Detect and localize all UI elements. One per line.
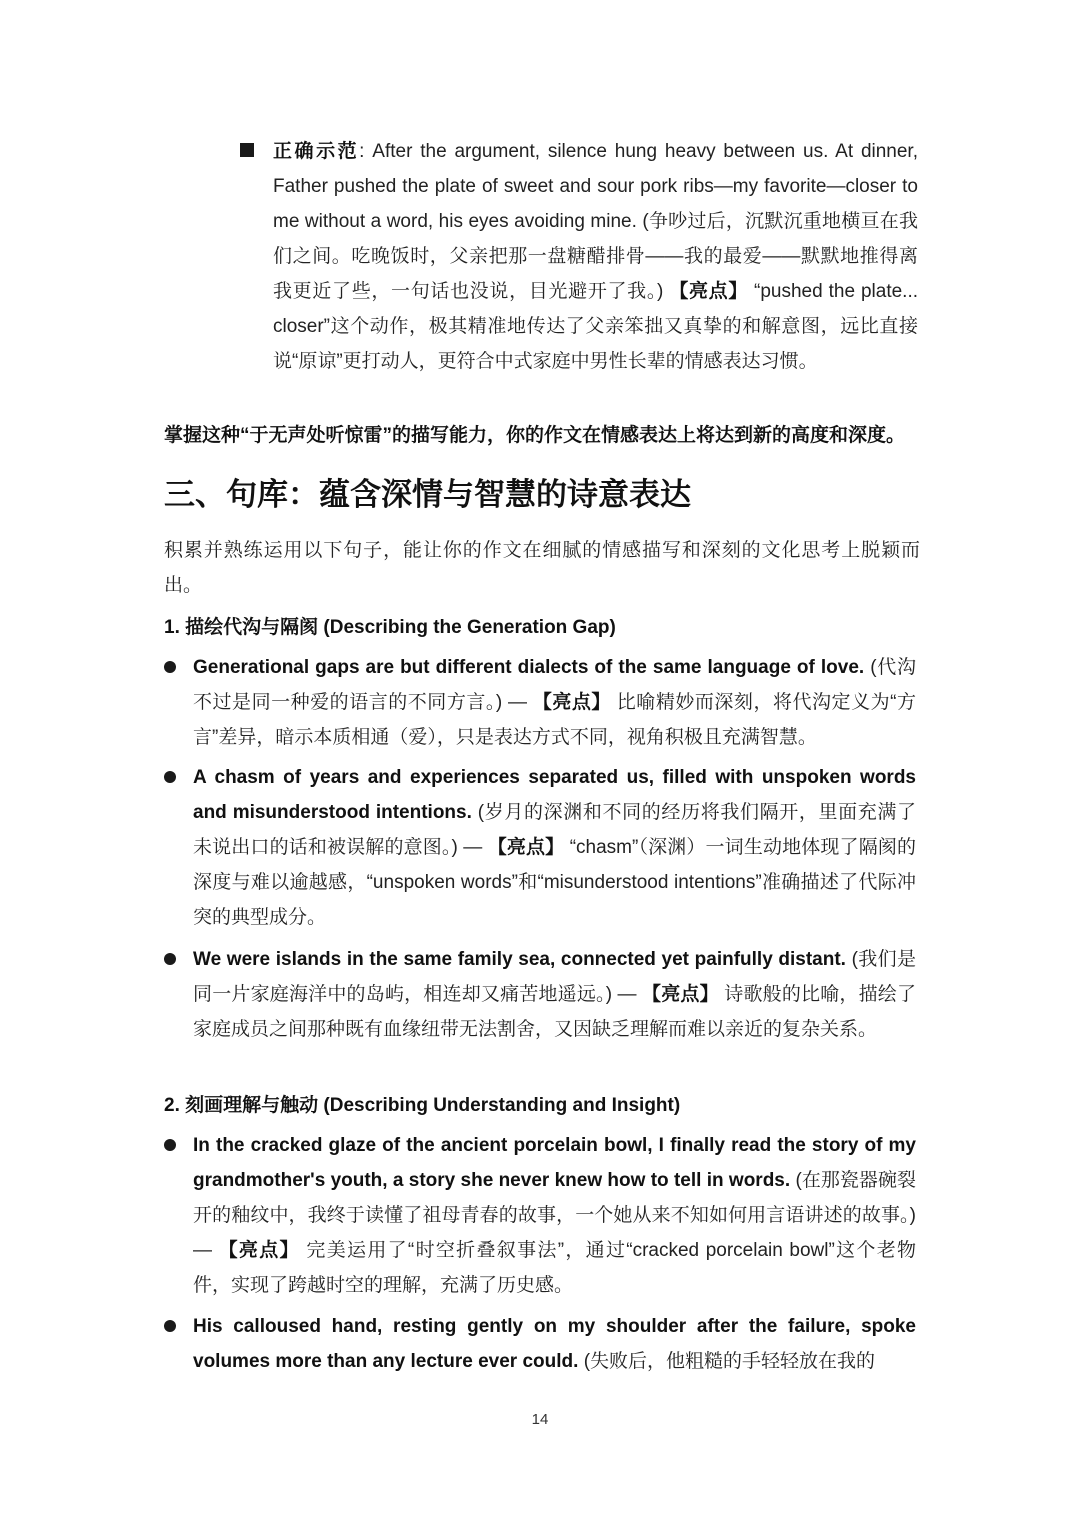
sentence-zh: (岁月的深渊和不同的经历将我们隔开，里面充满了未说出口的话和被误解的意图。) —	[193, 802, 917, 858]
highlight-note: 完美运用了“时空折叠叙事法”，通过“cracked porcelain bowl”这个老物件，实现了跨越时空的理解，充满了历史感。	[193, 1240, 917, 1296]
bullet-dot-icon	[164, 771, 176, 783]
bullet-dot-icon	[164, 953, 176, 965]
correct-example	[240, 134, 920, 379]
sentence-en: We were islands in the same family sea, connected yet painfully distant.	[193, 949, 846, 970]
list-item	[164, 1128, 920, 1303]
list-item	[164, 650, 920, 755]
highlight-label: 【亮点】	[487, 837, 565, 858]
group-heading-understanding: 2. 刻画理解与触动 (Describing Understanding and Insight)	[164, 1095, 681, 1116]
sentence-en: In the cracked glaze of the ancient porcelain bowl, I finally read the story of my grandmother's youth, a story she never knew how to tell in words.	[193, 1135, 916, 1191]
list-item	[164, 942, 920, 1047]
highlight-text: “pushed the plate... closer”这个动作，极其精准地传达了父亲笨拙又真挚的和解意图，远比直接说“原谅”更打动人，更符合中式家庭中男性长辈的情感表达习惯。	[273, 281, 919, 372]
sentence-zh: (代沟不过是同一种爱的语言的不同方言。) —	[193, 657, 916, 713]
highlight-note: 诗歌般的比喻，描绘了家庭成员之间那种既有血缘纽带无法割舍，又因缺乏理解而难以亲近的复杂关系。	[193, 984, 917, 1040]
section-intro: 积累并熟练运用以下句子，能让你的作文在细腻的情感描写和深刻的文化思考上脱颖而出。	[164, 540, 920, 596]
highlight-note: “chasm”（深渊）一词生动地体现了隔阂的深度与难以逾越感，“unspoken words”和“misunderstood intentions”准确描述了代际冲突的典型成分。	[193, 837, 916, 928]
sentence-en: Generational gaps are but different dialects of the same language of love.	[193, 657, 865, 678]
square-bullet-icon	[240, 143, 254, 157]
bullet-dot-icon	[164, 661, 176, 673]
highlight-label: 【亮点】	[218, 1240, 300, 1261]
highlight-label: 【亮点】	[642, 984, 719, 1005]
bullet-dot-icon	[164, 1139, 176, 1151]
sentence-en: His calloused hand, resting gently on my shoulder after the failure, spoke volumes more than any lecture ever could.	[193, 1316, 916, 1372]
sentence-en: A chasm of years and experiences separated us, filled with unspoken words and misunderstood intentions.	[193, 767, 916, 823]
sentence-zh: (在那瓷器碗裂开的釉纹中，我终于读懂了祖母青春的故事，一个她从来不知如何用言语讲述的故事。) —	[193, 1170, 916, 1261]
highlight-label: 【亮点】	[669, 281, 749, 302]
bullet-dot-icon	[164, 1320, 176, 1332]
summary-sentence: 掌握这种“于无声处听惊雷”的描写能力，你的作文在情感表达上将达到新的高度和深度。	[164, 425, 906, 446]
page-number: 14	[531, 1411, 549, 1428]
list-item	[164, 760, 920, 935]
correct-example-text: 正确示范: After the argument, silence hung heavy between us. At dinner, Father pushed the plate of sweet and sour pork ribs—my favorite—closer to me without a word, his eyes avoiding mine. (争吵过后，沉默沉重地横亘在我们之间。吃晚饭时，父亲把那一盘糖醋排骨——我的最爱——默默地推得离我更近了些，一句话也没说，目光避开了我。) 【亮点】 “pushed the plate... closer”这个动作，极其精准地传达了父亲笨拙又真挚的和解意图，远比直接说“原谅”更打动人，更符合中式家庭中男性长辈的情感表达习惯。	[273, 141, 919, 372]
correct-example-body: After the argument, silence hung heavy between us. At dinner, Father pushed the plate of sweet and sour pork ribs—my favorite—closer to me without a word, his eyes avoiding mine. (争吵过后，沉默沉重地横亘在我们之间。吃晚饭时，父亲把那一盘糖醋排骨——我的最爱——默默地推得离我更近了些，一句话也没说，目光避开了我。)	[273, 141, 918, 302]
section-title: 三、句库：蕴含深情与智慧的诗意表达	[164, 477, 691, 512]
highlight-label: 【亮点】	[532, 692, 611, 713]
sentence-zh: (我们是同一片家庭海洋中的岛屿，相连却又痛苦地遥远。) —	[193, 949, 917, 1005]
sentence-zh: (失败后，他粗糙的手轻轻放在我的	[578, 1351, 876, 1372]
highlight-note: 比喻精妙而深刻，将代沟定义为“方言”差异，暗示本质相通（爱），只是表达方式不同，视角积极且充满智慧。	[193, 692, 916, 748]
correct-example-label: 正确示范	[273, 141, 360, 162]
list-item	[164, 1309, 920, 1379]
group-heading-generation-gap: 1. 描绘代沟与隔阂 (Describing the Generation Gap)	[164, 617, 616, 638]
